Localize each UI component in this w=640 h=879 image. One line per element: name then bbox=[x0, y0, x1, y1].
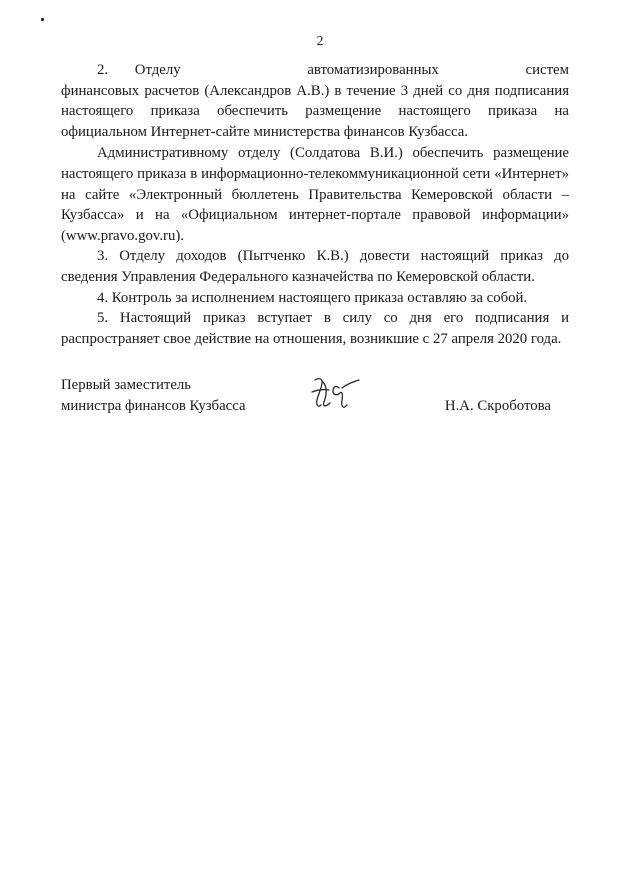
paragraph-2 bbox=[61, 60, 569, 142]
paragraph-3: 3. Отделу доходов (Пытченко К.В.) довести настоящий приказ до сведения Управления Федерального казначейства по Кемеровской области. bbox=[61, 248, 569, 285]
signatory-title-line-1: Первый заместитель bbox=[61, 377, 192, 393]
paragraph-2b: Административному отделу (Солдатова В.И.) обеспечить размещение настоящего приказа в информационно-телекоммуникационной сети «Интернет» на сайте «Электронный бюллетень Правительства Кемеровской области – Кузбасса» и на «Официальном интернет-портале правовой информации» (www.pravo.gov.ru). bbox=[61, 145, 569, 244]
page-number: 2 bbox=[316, 33, 324, 48]
paragraph-2-word-1: Отделу bbox=[134, 62, 181, 78]
paragraph-4: 4. Контроль за исполнением настоящего приказа оставляю за собой. bbox=[97, 289, 528, 306]
paragraph-2-word-2: автоматизированных bbox=[307, 62, 439, 78]
paragraph-2-text: финансовых расчетов (Александров А.В.) в течение 3 дней со дня подписания настоящего приказа обеспечить размещение настоящего приказа на официальном Интернет-сайте министерства финансов Кузбасса. bbox=[61, 82, 569, 140]
signatory-name: Н.А. Скроботова bbox=[444, 397, 551, 414]
document-body bbox=[61, 60, 569, 349]
handwritten-signature bbox=[309, 372, 373, 418]
signatory-title-line-2: министра финансов Кузбасса bbox=[61, 397, 246, 414]
paragraph-2-first-line bbox=[97, 60, 569, 81]
signatory-title bbox=[61, 375, 246, 416]
scan-mark bbox=[41, 18, 45, 22]
paragraph-2-number: 2. bbox=[97, 62, 109, 78]
signature-block bbox=[61, 375, 569, 435]
paragraph-2-word-3: систем bbox=[525, 62, 569, 78]
paragraph-5: 5. Настоящий приказ вступает в силу со дня его подписания и распространяет свое действие на отношения, возникшие с 27 апреля 2020 года. bbox=[61, 310, 569, 347]
